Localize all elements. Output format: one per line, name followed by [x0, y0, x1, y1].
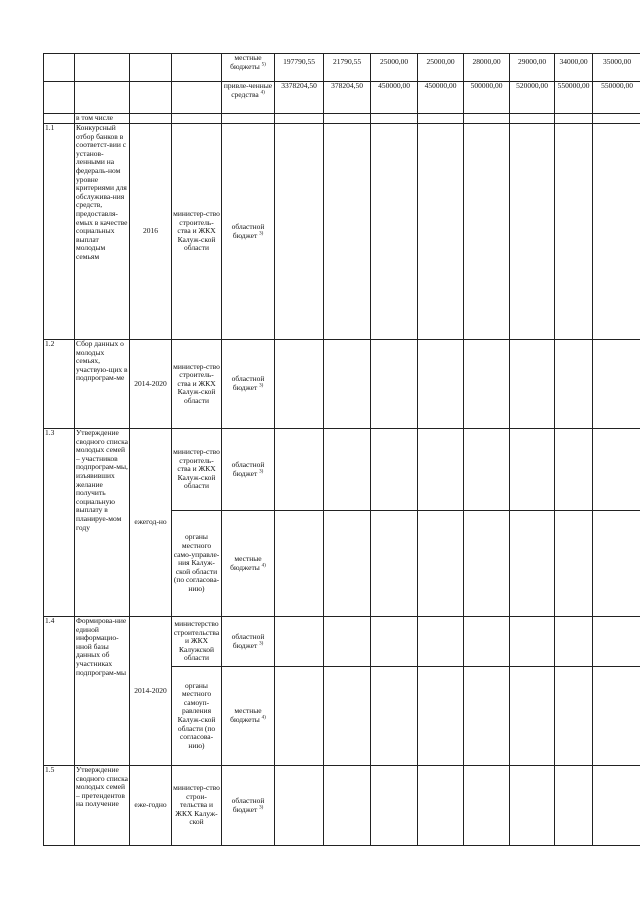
funding-source: областной бюджет $^{3)}$	[222, 766, 275, 846]
event-name: Сбор данных о молодых семьях, участвую-щих в подпрограм-ме	[75, 340, 130, 429]
table-row	[44, 340, 640, 429]
value-cell: 520000,00	[510, 82, 555, 114]
value-cell: 25000,00	[418, 54, 464, 82]
value-cell: 34000,00	[555, 54, 593, 82]
value-cell: 197790,55	[275, 54, 324, 82]
event-name: Конкурсный отбор банков в соответст-вии с установ-ленными на федераль-ном уровне критериями для обслужива-ния средств, предоставля-емых в качестве социальных выплат молодым семьям	[75, 124, 130, 340]
period: 2014-2020	[130, 340, 172, 429]
value-cell: 3378204,50	[275, 82, 324, 114]
value-cell: 450000,00	[371, 82, 418, 114]
period: 2016	[130, 124, 172, 340]
event-name: Утверждение сводного списка молодых семей – участников подпрограм-мы, изъявивших желание получить социальную выплату в планируе-мом году	[75, 429, 130, 617]
table-row	[44, 429, 640, 511]
executor: министерство строительства и ЖКХ Калужской области	[172, 617, 222, 667]
executor: органы местного самоуп-равления Калуж-ской области (по согласова-нию)	[172, 667, 222, 766]
value-cell: 21790,55	[324, 54, 371, 82]
executor: министер-ство строитель-ства и ЖКХ Калуж-ской области	[172, 340, 222, 429]
row-number: 1.1	[44, 124, 75, 340]
budget-table	[43, 53, 640, 846]
value-cell: 450000,00	[418, 82, 464, 114]
funding-source: областной бюджет $^{3)}$	[222, 124, 275, 340]
event-name: Утверждение сводного списка молодых семей – претендентов на получение	[75, 766, 130, 846]
table-row	[44, 114, 640, 124]
value-cell: 378204,50	[324, 82, 371, 114]
table-row	[44, 82, 640, 114]
table-row	[44, 766, 640, 846]
table-row	[44, 617, 640, 667]
row-number: 1.4	[44, 617, 75, 766]
executor: органы местного само-управле-ния Калуж-ской области (по согласова-нию)	[172, 511, 222, 617]
funding-source: местные бюджеты $^{4)}$	[222, 511, 275, 617]
value-cell: 550000,00	[555, 82, 593, 114]
period: еже-годно	[130, 766, 172, 846]
row-number: 1.2	[44, 340, 75, 429]
table-row	[44, 124, 640, 340]
funding-source: областной бюджет $^{3)}$	[222, 340, 275, 429]
table-row	[44, 54, 640, 82]
source-cell: привле-ченные средства $^{4)}$	[222, 82, 275, 114]
value-cell: 29000,00	[510, 54, 555, 82]
funding-source: областной бюджет $^{3)}$	[222, 617, 275, 667]
value-cell: 550000,00	[593, 82, 640, 114]
executor: министер-ство строитель-ства и ЖКХ Калуж-ской области	[172, 124, 222, 340]
value-cell: 35000,00	[593, 54, 640, 82]
value-cell: 28000,00	[464, 54, 510, 82]
funding-source: местные бюджеты $^{4)}$	[222, 667, 275, 766]
event-name: Формирова-ние единой информацио-нной базы данных об участниках подпрограм-мы	[75, 617, 130, 766]
period: ежегод-но	[130, 429, 172, 617]
value-cell: 25000,00	[371, 54, 418, 82]
executor: министер-ство строитель-ства и ЖКХ Калуж-ской области	[172, 429, 222, 511]
row-number: 1.5	[44, 766, 75, 846]
value-cell: 500000,00	[464, 82, 510, 114]
source-cell: местные бюджеты $^{5)}$	[222, 54, 275, 82]
row-number: 1.3	[44, 429, 75, 617]
funding-source: областной бюджет $^{3)}$	[222, 429, 275, 511]
period: 2014-2020	[130, 617, 172, 766]
executor: министер-ство строи-тельства и ЖКХ Калуж-ской	[172, 766, 222, 846]
including-label: в том числе	[75, 114, 130, 124]
